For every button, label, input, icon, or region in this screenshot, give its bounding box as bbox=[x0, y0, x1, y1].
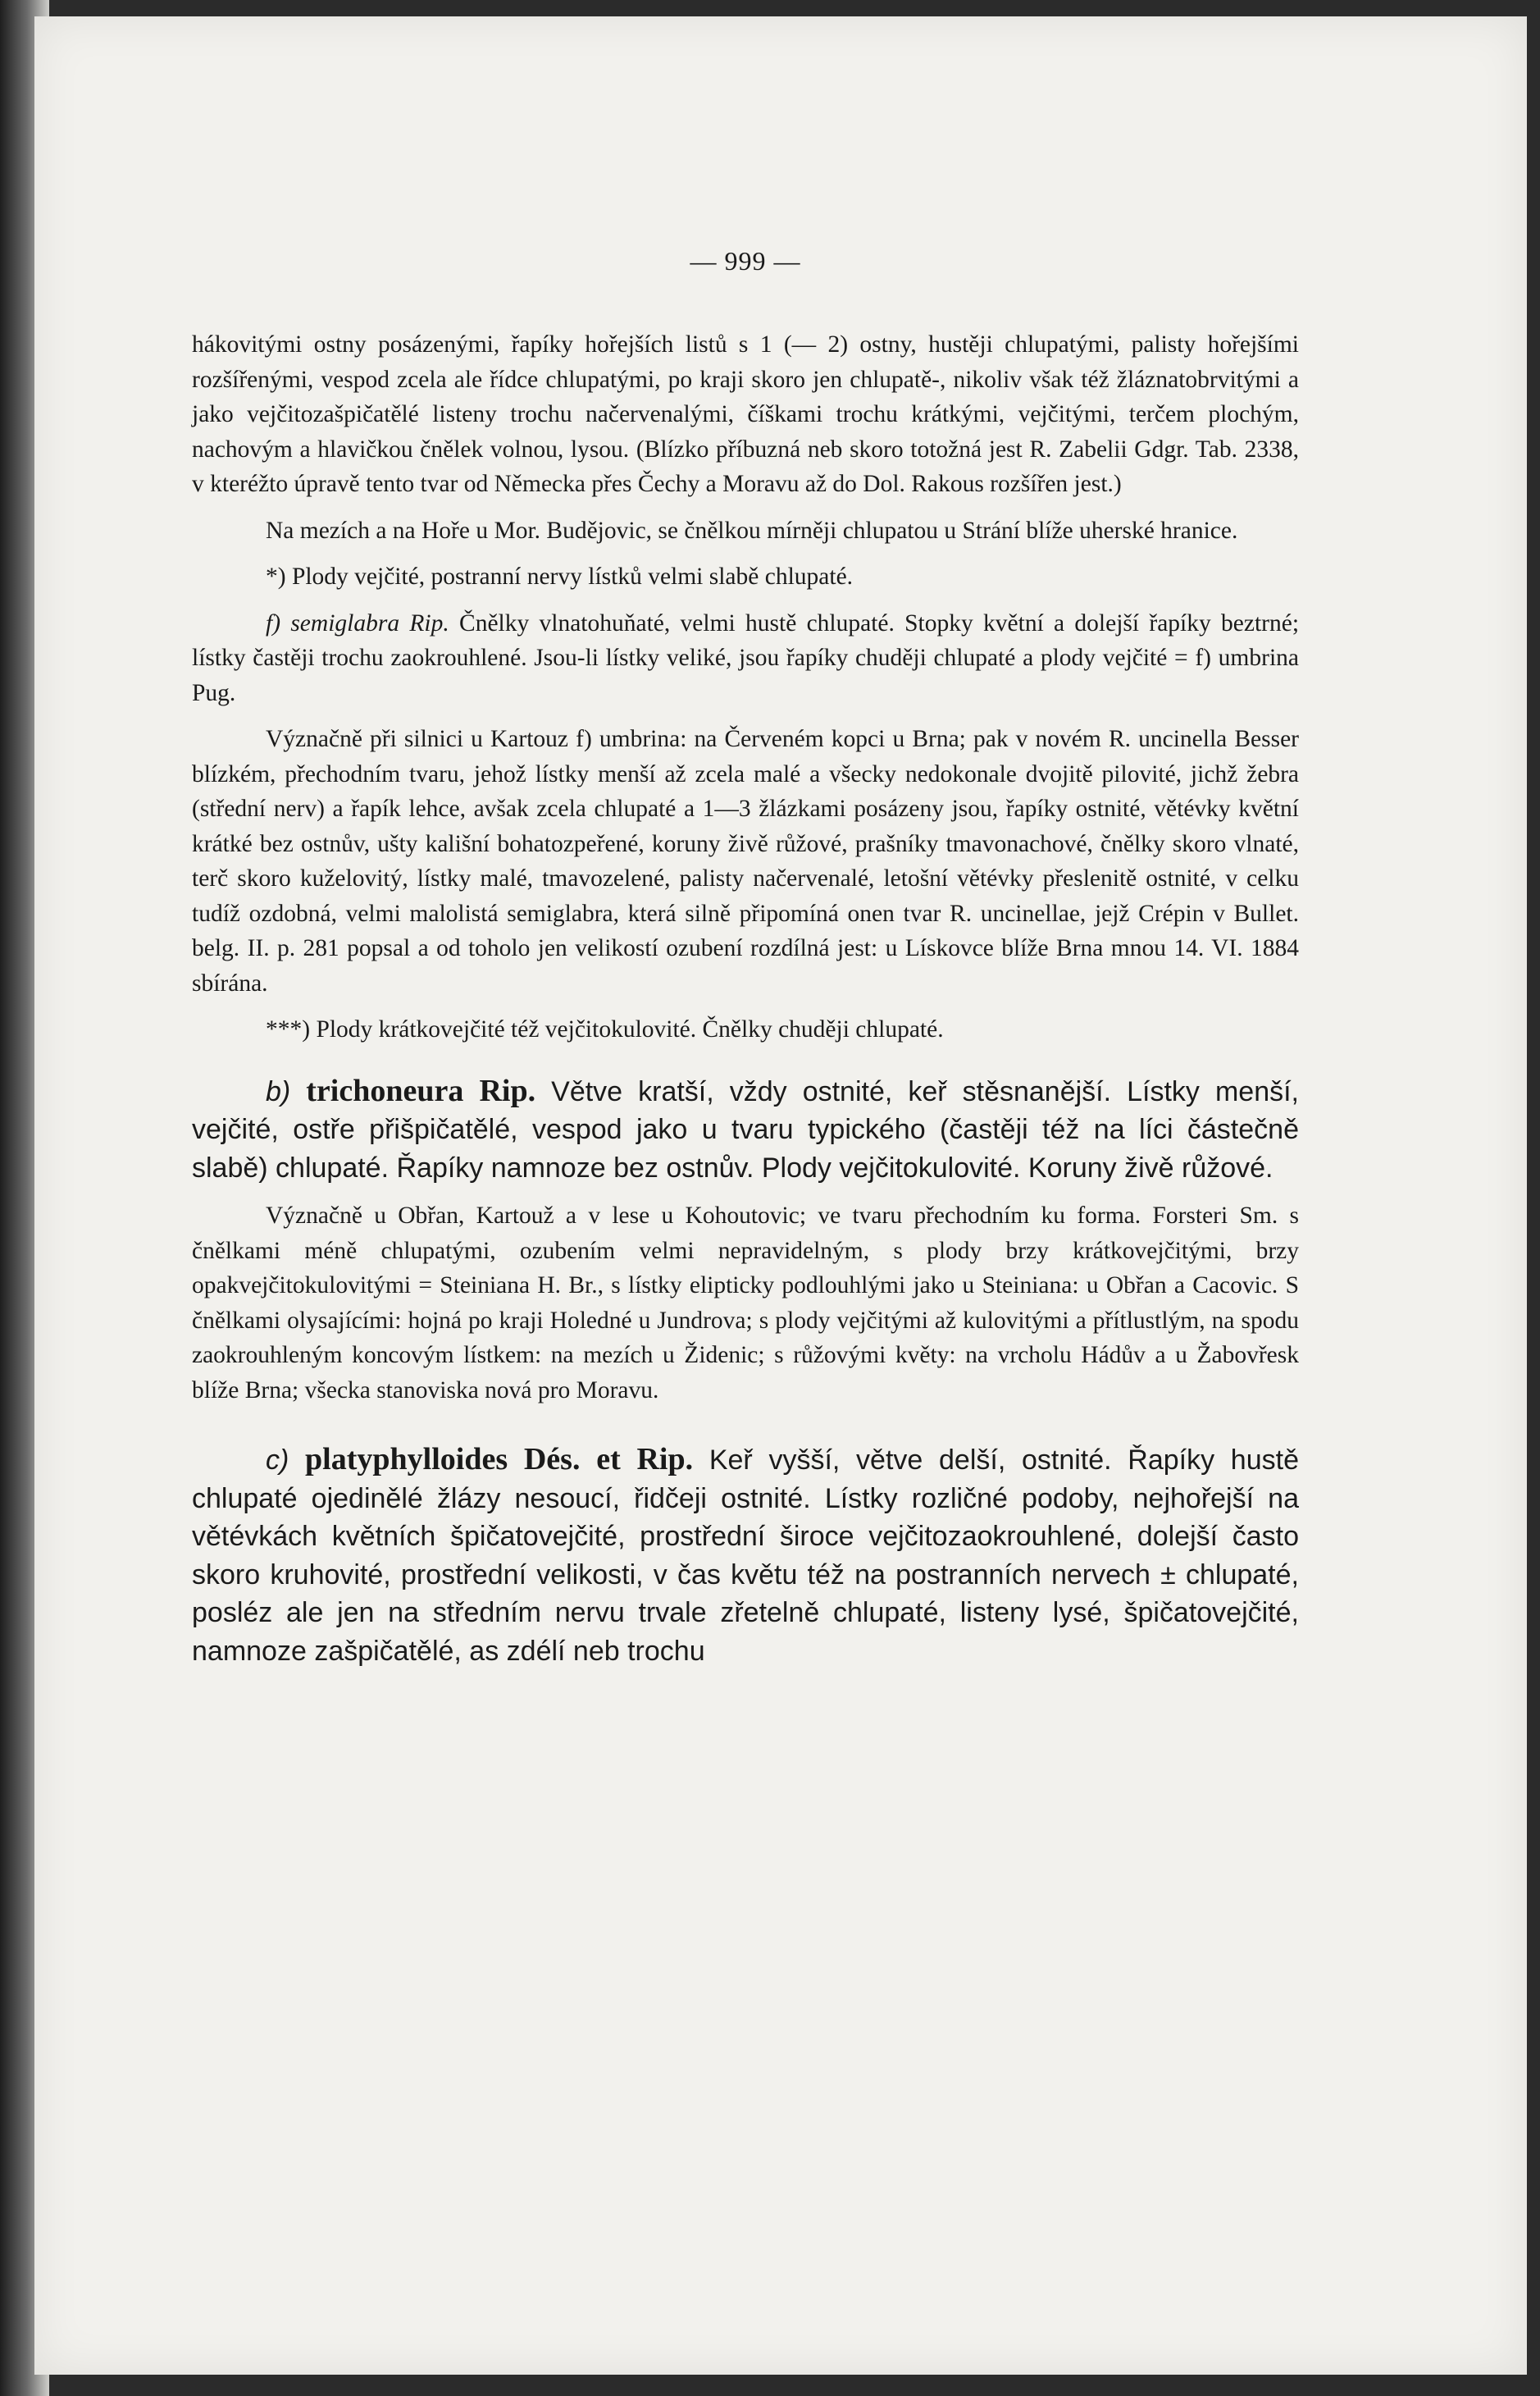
paragraph-localities: Na mezích a na Hoře u Mor. Budějovic, se čnělkou mírněji chlupatou u Strání blíže uherské hranice. bbox=[266, 517, 1238, 544]
variety-c-name: platyphylloides Dés. et Rip. bbox=[305, 1442, 694, 1476]
variety-c-platyphylloides bbox=[192, 1440, 1299, 1670]
paragraph-trichoneura-localities: Význačně u Obřan, Kartouž a v lese u Kohoutovic; ve tvaru přechodním ku forma. Forsteri Sm. s čnělkami méně chlupatými, ozubením velmi nepravidelným, s plody brzy krátkovejčitými, brzy opakvejčitokulovitými = Steiniana H. Br., s lístky elipticky podlouhlými jako u Steiniana: u Obřan a Cacovic. S čnělkami olysajícími: hojná po kraji Holedné u Jundrova; s plody vejčitými až kulovitými a přítlustlým, na spodu zaokrouhleným koncovým lístkem: na mezích u Židenic; s růžovými květy: na vrcholu Hádův a u Žabovřesk blíže Brna; všecka stanoviska nová pro Moravu. bbox=[192, 1203, 1299, 1403]
paragraph-continuation: hákovitými ostny posázenými, řapíky hořejších listů s 1 (— 2) ostny, hustěji chlupatými, palisty hořejšími rozšířenými, vespod zcela ale řídce chlupatými, po kraji skoro jen chlupatě-, nikoliv však též žláznatobrvitými a jako vejčitozašpičatělé listeny trochu načervenalými, číškami trochu krátkými, vejčitými, terčem plochým, nachovým a hlavičkou čnělek volnou, lysou. (Blízko příbuzná neb skoro totožná jest R. Zabelii Gdgr. Tab. 2338, v kteréžto úpravě tento tvar od Německa přes Čechy a Moravu až do Dol. Rakous rozšířen jest.) bbox=[192, 331, 1299, 497]
variety-b-name: trichoneura Rip. bbox=[306, 1073, 536, 1108]
variety-f-name: semiglabra Rip. bbox=[290, 609, 449, 637]
variety-f-semiglabra bbox=[192, 606, 1299, 711]
variety-f-letter: f) bbox=[266, 609, 281, 637]
variety-c-description: Keř vyšší, větve delší, ostnité. Řapíky hustě chlupaté ojedinělé žlázy nesoucí, řidčeji ostnité. Lístky rozličné podoby, nejhořejší na větévkách květních špičatovejčité, prostřední široce vejčitozaokrouhlené, dolejší často skoro kruhovité, prostřední velikosti, v čas květu též na postranních nervech ± chlupaté, posléz ale jen na středním nervu trvale zřetelně chlupaté, listeny lysé, špičatovejčité, namnoze zašpičatělé, as zdélí neb trochu bbox=[192, 1444, 1299, 1667]
page-content bbox=[192, 246, 1299, 1670]
variety-b-description: Větve kratší, vždy ostnité, keř stěsnanější. Lístky menší, vejčité, ostře přišpičatělé, vespod jako u tvaru typického (častěji též na líci částečně slabě) chlupaté. Řapíky namnoze bez ostnův. Plody vejčitokulovité. Koruny živě růžové. bbox=[192, 1075, 1299, 1184]
variety-f-description: Čnělky vlnatohuňaté, velmi hustě chlupaté. Stopky květní a dolejší řapíky beztrné; lístky častěji trochu zaokrouhlené. Jsou-li lístky veliké, jsou řapíky chuději chlupaté a plody vejčité = f) umbrina Pug. bbox=[192, 609, 1300, 706]
footnote-triple-asterisk: ***) Plody krátkovejčité též vejčitokulovité. Čnělky chuději chlupaté. bbox=[266, 1016, 944, 1043]
variety-b-trichoneura bbox=[192, 1072, 1299, 1188]
footnote-single-asterisk: *) Plody vejčité, postranní nervy lístků velmi slabě chlupaté. bbox=[266, 564, 854, 590]
page-number: — 999 — bbox=[690, 246, 801, 276]
variety-b-letter: b) bbox=[266, 1075, 291, 1107]
paragraph-semiglabra-localities: Význačně při silnici u Kartouz f) umbrina: na Červeném kopci u Brna; pak v novém R. uncinella Besser blízkém, přechodním tvaru, jehož lístky menší až zcela malé a všecky nedokonale dvojitě pilovité, jichž žebra (střední nerv) a řapík lehce, avšak zcela chlupaté a 1—3 žlázkami posázeny jsou, řapíky ostnité, větévky květní krátké bez ostnův, ušty kališní bohatozpeřené, koruny živě růžové, prašníky tmavonachové, čnělky skoro vlnaté, terč skoro kuželovitý, lístky malé, tmavozelené, palisty načervenalé, letošní větévky přeslenitě ostnité, v celku tudíž ozdobná, velmi malolistá semiglabra, která silně připomíná onen tvar R. uncinellae, jejž Crépin v Bullet. belg. II. p. 281 popsal a od toholo jen velikostí ozubení rozdílná jest: u Lískovce blíže Brna mnou 14. VI. 1884 sbírána. bbox=[192, 726, 1299, 997]
variety-c-letter: c) bbox=[266, 1444, 289, 1476]
